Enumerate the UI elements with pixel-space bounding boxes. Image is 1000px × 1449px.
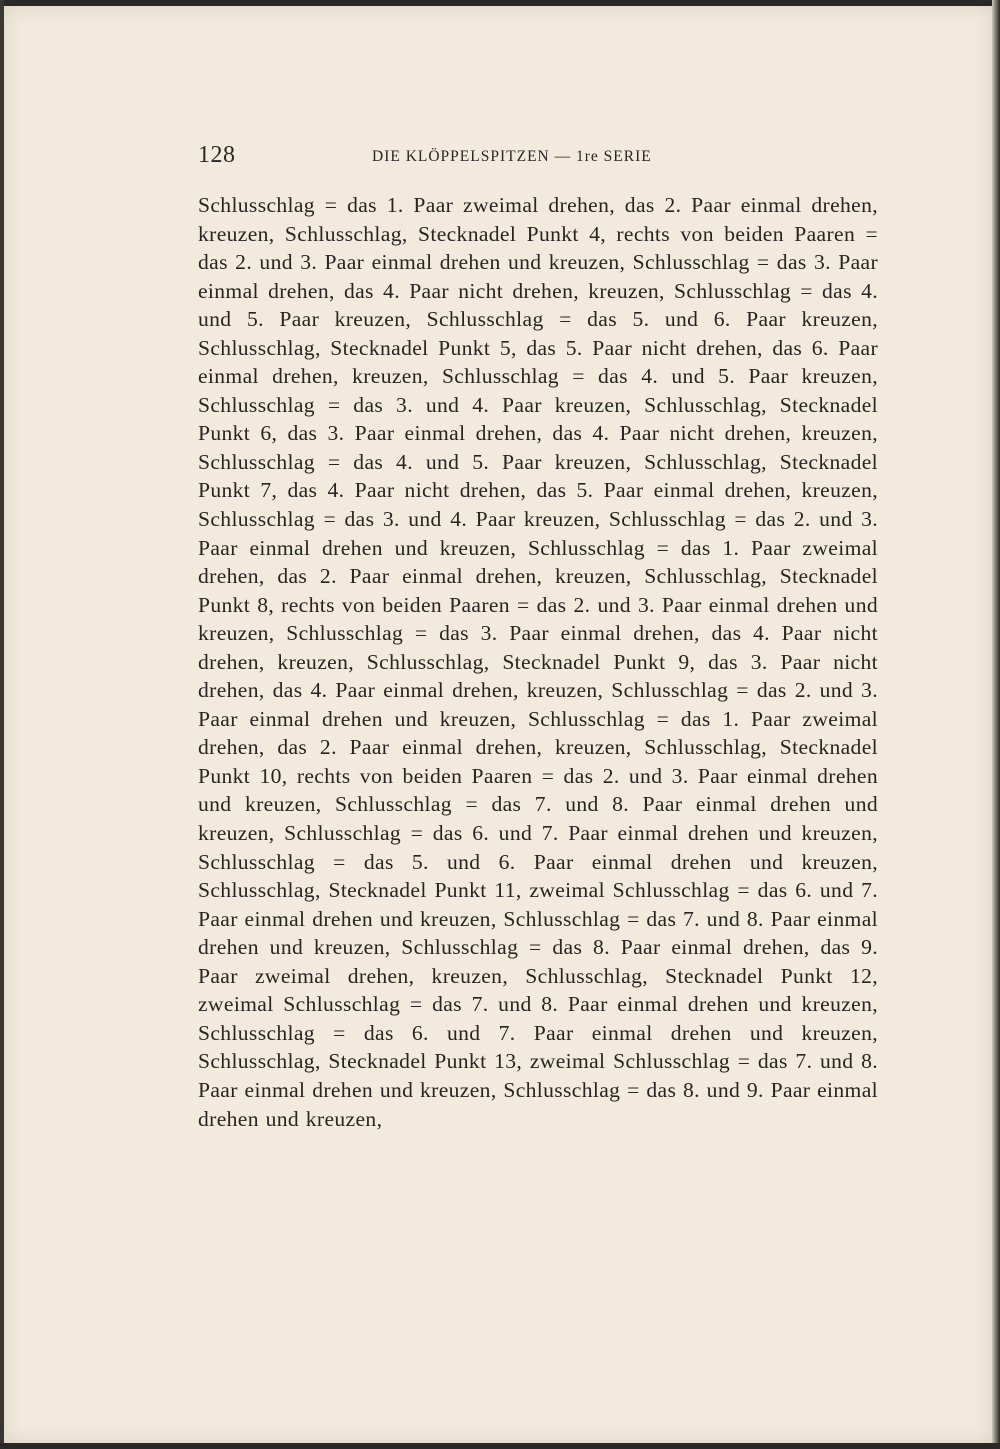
body-paragraph: Schlusschlag = das 1. Paar zweimal drehen, das 2. Paar einmal drehen, kreuzen, Schlusschlag, Stecknadel Punkt 4, rechts von beiden Paaren = das 2. und 3. Paar einmal drehen und kreuzen, Schlusschlag = das 3. Paar einmal drehen, das 4. Paar nicht drehen, kreuzen, Schlusschlag = das 4. und 5. Paar kreuzen, Schlusschlag = das 5. und 6. Paar kreuzen, Schlusschlag, Stecknadel Punkt 5, das 5. Paar nicht drehen, das 6. Paar einmal drehen, kreuzen, Schlusschlag = das 4. und 5. Paar kreuzen, Schlusschlag = das 3. und 4. Paar kreuzen, Schlusschlag, Stecknadel Punkt 6, das 3. Paar einmal drehen, das 4. Paar nicht drehen, kreuzen, Schlusschlag = das 4. und 5. Paar kreuzen, Schlusschlag, Stecknadel Punkt 7, das 4. Paar nicht drehen, das 5. Paar einmal drehen, kreuzen, Schlusschlag = das 3. und 4. Paar kreuzen, Schlusschlag = das 2. und 3. Paar einmal drehen und kreuzen, Schlusschlag = das 1. Paar zweimal drehen, das 2. Paar einmal drehen, kreuzen, Schlusschlag, Stecknadel Punkt 8, rechts von beiden Paaren = das 2. und 3. Paar einmal drehen und kreuzen, Schlusschlag = das 3. Paar einmal drehen, das 4. Paar nicht drehen, kreuzen, Schlusschlag, Stecknadel Punkt 9, das 3. Paar nicht drehen, das 4. Paar einmal drehen, kreuzen, Schlusschlag = das 2. und 3. Paar einmal drehen und kreuzen, Schlusschlag = das 1. Paar zweimal drehen, das 2. Paar einmal drehen, kreuzen, Schlusschlag, Stecknadel Punkt 10, rechts von beiden Paaren = das 2. und 3. Paar einmal drehen und kreuzen, Schlusschlag = das 7. und 8. Paar einmal drehen und kreuzen, Schlusschlag = das 6. und 7. Paar einmal drehen und kreuzen, Schlusschlag = das 5. und 6. Paar einmal drehen und kreuzen, Schlusschlag, Stecknadel Punkt 11, zweimal Schlusschlag = das 6. und 7. Paar einmal drehen und kreuzen, Schlusschlag = das 7. und 8. Paar einmal drehen und kreuzen, Schlusschlag = das 8. Paar einmal drehen, das 9. Paar zweimal drehen, kreuzen, Schlusschlag, Stecknadel Punkt 12, zweimal Schlusschlag = das 7. und 8. Paar einmal drehen und kreuzen, Schlusschlag = das 6. und 7. Paar einmal drehen und kreuzen, Schlusschlag, Stecknadel Punkt 13, zweimal Schlusschlag = das 7. und 8. Paar einmal drehen und kreuzen, Schlusschlag = das 8. und 9. Paar einmal drehen und kreuzen,	[198, 193, 878, 1131]
page-number: 128	[198, 142, 236, 168]
scan-edge-right	[992, 0, 1000, 1449]
running-head: DIE KLÖPPELSPITZEN — 1re SERIE	[372, 148, 652, 165]
scan-edge-bottom	[0, 1443, 1000, 1449]
